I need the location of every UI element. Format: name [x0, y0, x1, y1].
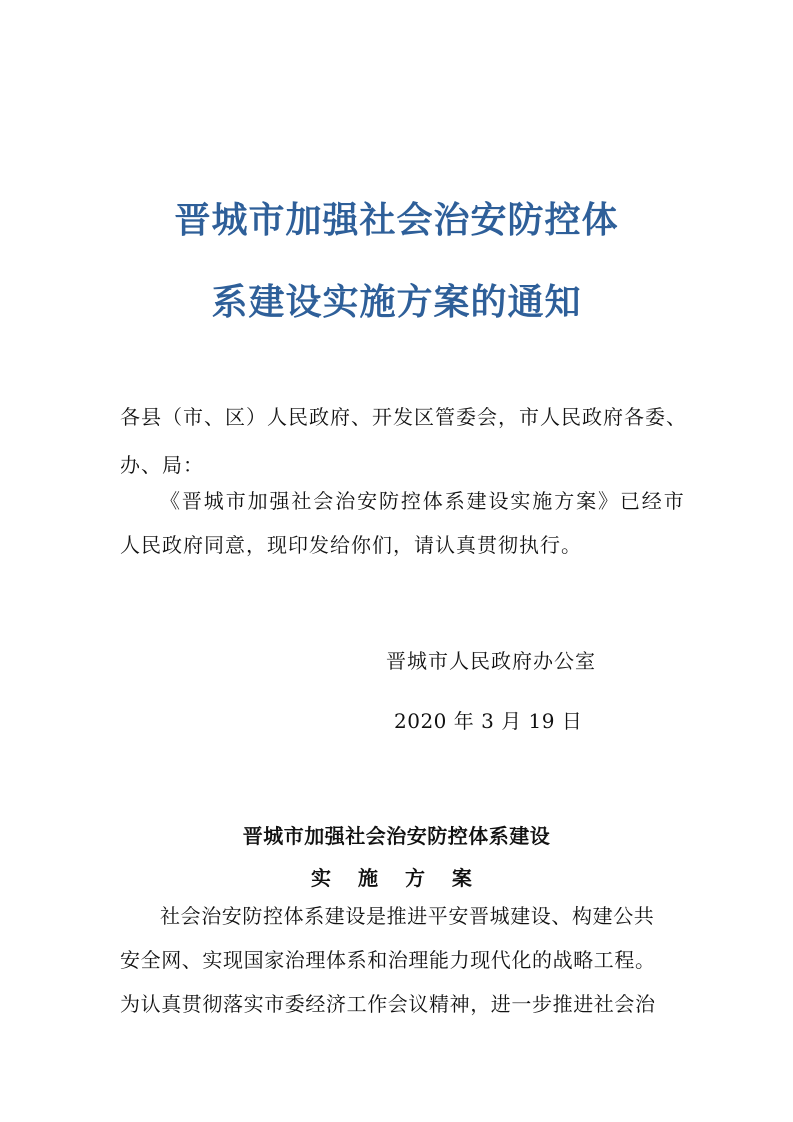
addressee-line-1: 各县（市、区）人民政府、开发区管委会，市人民政府各委、 — [120, 405, 687, 429]
addressee-line-2: 办、局： — [120, 453, 204, 477]
notice-body-line-2: 人民政府同意，现印发给你们，请认真贯彻执行。 — [120, 533, 582, 557]
plan-paragraph-line-2: 安全网、实现国家治理体系和治理能力现代化的战略工程。 — [120, 948, 656, 972]
plan-paragraph-line-3: 为认真贯彻落实市委经济工作会议精神，进一步推进社会治 — [120, 992, 656, 1016]
signer: 晋城市人民政府办公室 — [386, 649, 596, 673]
notice-title-line-1: 晋城市加强社会治安防控体 — [174, 200, 619, 241]
plan-paragraph-line-1: 社会治安防控体系建设是推进平安晋城建设、构建公共 — [160, 904, 655, 928]
issue-date: 2020 年 3 月 19 日 — [394, 709, 583, 733]
plan-title-line-2: 实 施 方 案 — [311, 866, 482, 890]
notice-body-line-1: 《晋城市加强社会治安防控体系建设实施方案》已经市 — [160, 489, 686, 513]
plan-title-line-1: 晋城市加强社会治安防控体系建设 — [242, 824, 551, 848]
notice-title-line-2: 系建设实施方案的通知 — [211, 282, 582, 323]
